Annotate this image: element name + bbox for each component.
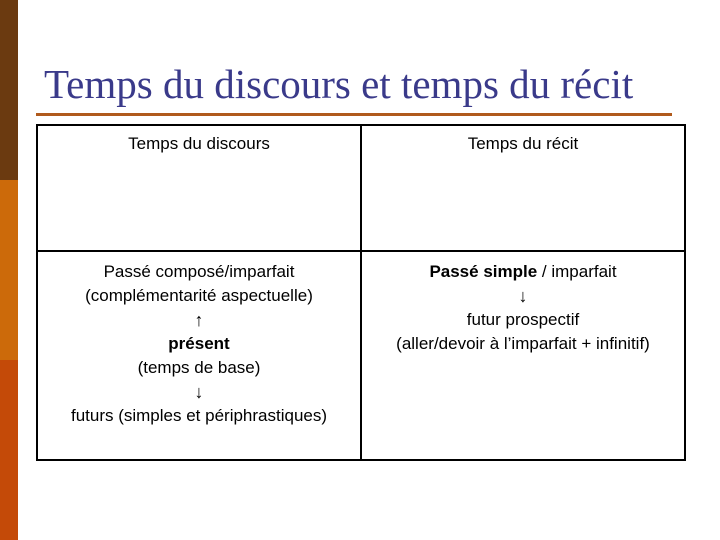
discours-line-passe-compose: Passé composé/imparfait [103, 262, 295, 281]
recit-line-aller-devoir: (aller/devoir à l’imparfait + infinitif) [396, 334, 650, 353]
arrow-down-icon: ↓ [194, 382, 204, 402]
recit-passe-simple-label: Passé simple [429, 262, 538, 281]
side-accent-bar-middle [0, 180, 18, 360]
comparison-table [36, 124, 686, 461]
discours-line-temps-de-base: (temps de base) [137, 358, 261, 377]
recit-line-passe-simple [362, 260, 684, 284]
title-underline [36, 113, 672, 116]
cell-discours-content [38, 260, 360, 428]
discours-line-present: présent [168, 334, 230, 353]
header-temps-du-discours: Temps du discours [128, 134, 270, 153]
side-accent-bar-top [0, 0, 18, 180]
header-temps-du-recit: Temps du récit [467, 134, 579, 153]
arrow-up-icon: ↑ [194, 310, 204, 330]
arrow-down-icon: ↓ [518, 286, 528, 306]
discours-line-futurs: futurs (simples et périphrastiques) [70, 406, 328, 425]
recit-imparfait-label: / imparfait [537, 262, 617, 281]
recit-line-futur-prospectif: futur prospectif [466, 310, 580, 329]
slide-title: Temps du discours et temps du récit [44, 61, 634, 107]
side-accent-bar-bottom [0, 360, 18, 540]
discours-line-complementarite: (complémentarité aspectuelle) [85, 286, 313, 305]
table-row-divider [38, 250, 684, 252]
cell-recit-content [362, 260, 684, 356]
